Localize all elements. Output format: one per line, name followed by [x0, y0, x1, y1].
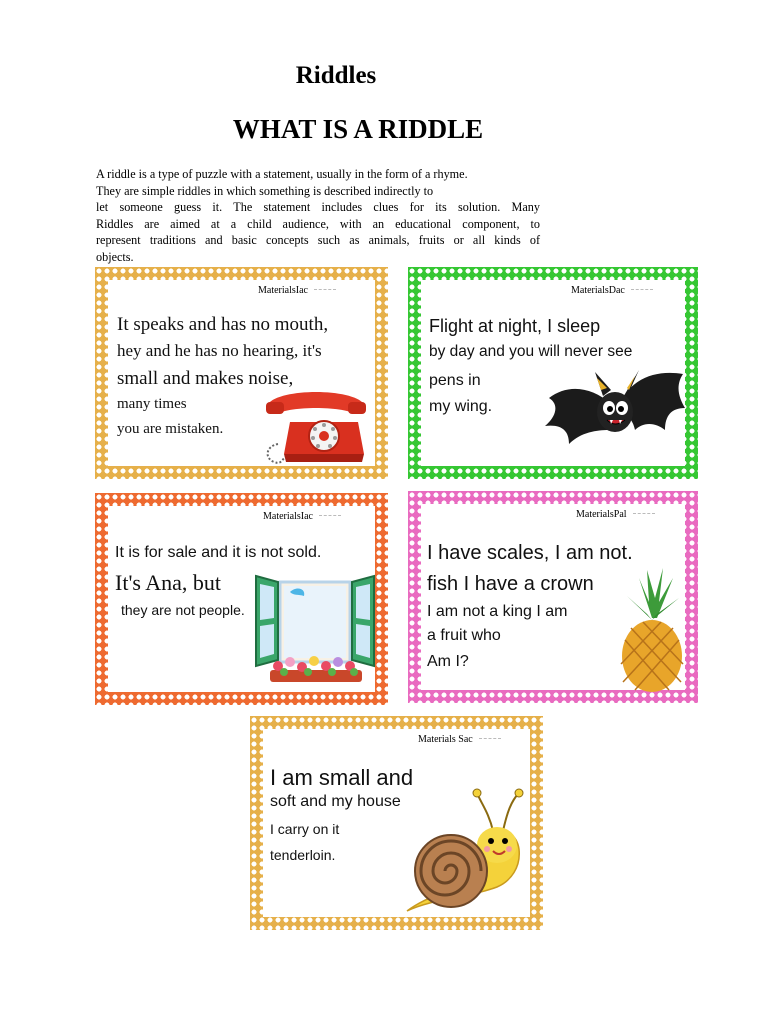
intro-line: objects. [96, 249, 134, 264]
riddle-line: I have scales, I am not. [427, 542, 633, 564]
card-credit: MaterialsIac [258, 285, 336, 296]
riddle-line: small and makes noise, [117, 368, 294, 389]
intro-line: They are simple riddles in which something is described indirectly to [96, 183, 434, 198]
riddle-line: I am small and [270, 765, 414, 790]
riddle-line: you are mistaken. [117, 421, 224, 437]
riddle-line: a fruit who [427, 627, 501, 644]
riddle-line: Flight at night, I sleep [429, 316, 601, 336]
riddle-card-pineapple [408, 491, 698, 703]
intro-paragraph [96, 166, 540, 266]
riddle-card-telephone [95, 267, 388, 479]
riddle-line: I carry on it [270, 821, 340, 837]
riddle-line: Am I? [427, 653, 469, 670]
card-body [263, 729, 530, 917]
telephone-icon [260, 384, 372, 468]
page-title: Riddles [295, 62, 377, 89]
window-icon [254, 568, 378, 688]
card-credit: MaterialsIac [263, 511, 341, 522]
intro-line: A riddle is a type of puzzle with a statement, usually in the form of a rhyme. [96, 167, 468, 181]
pineapple-icon [617, 568, 687, 692]
card-body [108, 280, 375, 466]
riddle-card-window [95, 493, 388, 705]
riddle-line: It's Ana, but [115, 570, 222, 595]
riddle-line: they are not people. [121, 602, 245, 618]
card-credit: MaterialsPal [576, 509, 655, 520]
riddle-line: hey and he has no hearing, it's [117, 341, 322, 360]
card-body [421, 504, 685, 690]
riddle-line: fish I have a crown [427, 573, 594, 595]
riddle-line: many times [117, 396, 187, 412]
card-body [421, 280, 685, 466]
riddle-line: pens in [429, 372, 481, 389]
section-heading: WHAT IS A RIDDLE [232, 114, 484, 144]
riddle-line: It is for sale and it is not sold. [115, 544, 322, 561]
riddle-card-bat [408, 267, 698, 479]
riddle-line: tenderloin. [270, 847, 336, 863]
intro-line: Riddles are aimed at a child audience, with an educational component, to [96, 216, 540, 231]
bat-icon [539, 364, 687, 462]
intro-line: represent traditions and basic concepts such as animals, fruits or all kinds of [96, 233, 540, 248]
riddle-line: my wing. [429, 398, 493, 415]
riddle-line: I am not a king I am [427, 603, 568, 620]
riddle-line: by day and you will never see [429, 343, 633, 360]
card-body [108, 506, 375, 692]
riddle-line: It speaks and has no mouth, [117, 314, 329, 335]
riddle-line: soft and my house [270, 793, 401, 810]
snail-icon [401, 787, 531, 919]
intro-line: let someone guess it. The statement includes clues for its solution. Many [96, 200, 540, 215]
card-credit: Materials Sac [418, 734, 501, 745]
card-credit: MaterialsDac [571, 285, 653, 296]
riddle-card-snail [250, 716, 543, 930]
